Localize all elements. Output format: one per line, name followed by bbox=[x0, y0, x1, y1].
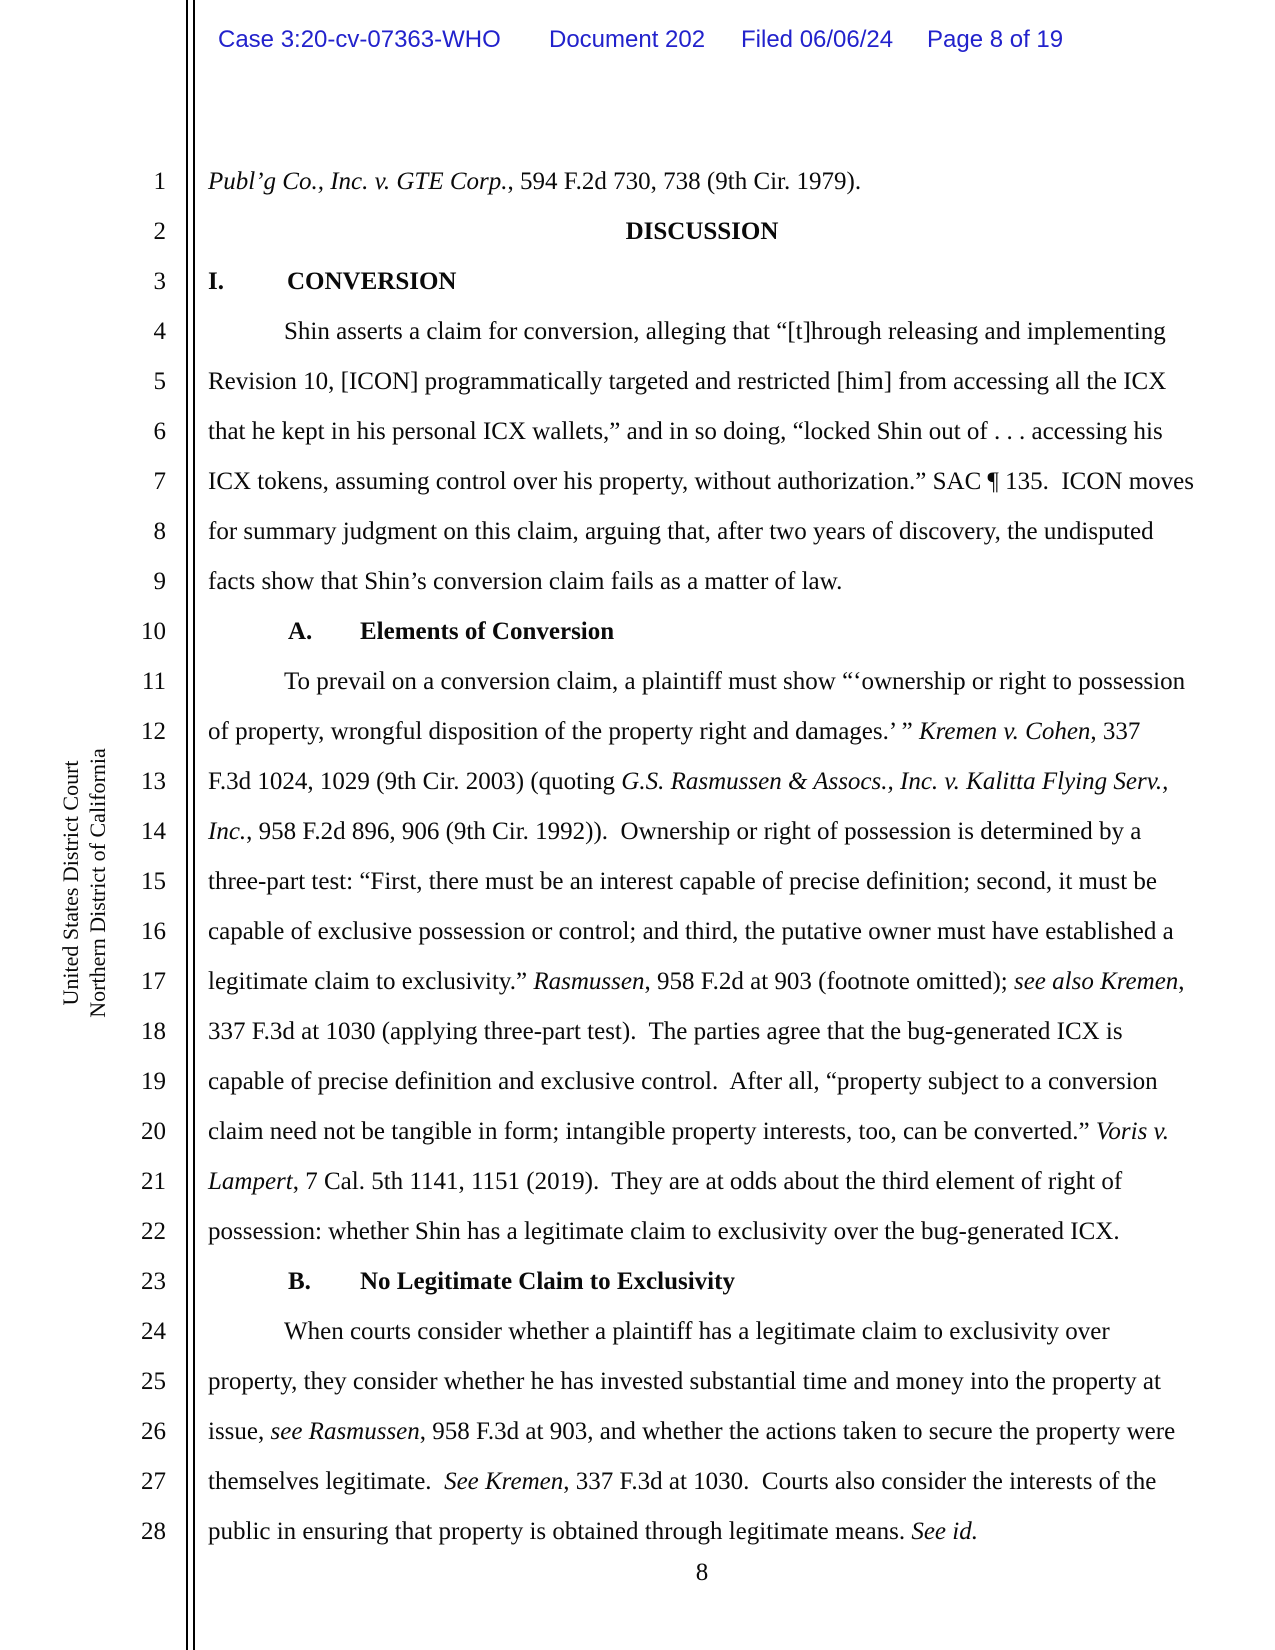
text-segment: public in ensuring that property is obtained through legitimate means. bbox=[208, 1518, 912, 1545]
header-document-number: Document 202 bbox=[549, 26, 706, 53]
text-segment: , 7 Cal. 5th 1141, 1151 (2019). They are at odds about the third element of right of bbox=[292, 1168, 1123, 1195]
body-line-16 bbox=[208, 915, 1196, 949]
heading-title: Elements of Conversion bbox=[360, 618, 615, 645]
body-line-21 bbox=[208, 1165, 1196, 1199]
line-number: 5 bbox=[153, 368, 166, 395]
line-number: 28 bbox=[141, 1518, 166, 1545]
line-number: 2 bbox=[153, 218, 166, 245]
text-segment: , bbox=[1178, 968, 1185, 995]
text-segment: , 958 F.3d at 903, and whether the actions taken to secure the property were bbox=[419, 1418, 1176, 1445]
body-line-27 bbox=[208, 1465, 1196, 1499]
heading-title: CONVERSION bbox=[287, 268, 457, 295]
text-segment: ICX tokens, assuming control over his property, without authorization.” SAC ¶ 135. ICON moves bbox=[208, 468, 1194, 495]
line-number: 1 bbox=[153, 168, 166, 195]
line-number: 4 bbox=[153, 318, 166, 345]
body-line-14 bbox=[208, 815, 1196, 849]
line-number: 17 bbox=[141, 968, 166, 995]
body-line-26 bbox=[208, 1415, 1196, 1449]
text-segment: three-part test: “First, there must be an interest capable of precise definition; second, it must be bbox=[208, 868, 1157, 895]
document-body bbox=[208, 0, 1196, 1650]
court-name-line2: Northern District of California bbox=[85, 748, 110, 1018]
text-segment: facts show that Shin’s conversion claim fails as a matter of law. bbox=[208, 568, 843, 595]
header-page-count: Page 8 of 19 bbox=[927, 26, 1064, 53]
line-number: 26 bbox=[141, 1418, 166, 1445]
line-number: 10 bbox=[141, 618, 166, 645]
heading-label: I. bbox=[208, 268, 224, 295]
body-line-7 bbox=[208, 465, 1196, 499]
text-segment: Lampert bbox=[208, 1168, 293, 1195]
text-segment: DISCUSSION bbox=[625, 218, 779, 245]
text-segment: that he kept in his personal ICX wallets,” and in so doing, “locked Shin out of . . . accessing his bbox=[208, 418, 1163, 445]
text-segment: , 594 F.2d 730, 738 (9th Cir. 1979). bbox=[507, 168, 862, 195]
left-double-rule-inner bbox=[193, 0, 195, 1650]
header-filed-date: Filed 06/06/24 bbox=[741, 26, 894, 53]
text-segment: Publ’g Co., Inc. v. GTE Corp. bbox=[208, 168, 508, 195]
body-line-5 bbox=[208, 365, 1196, 399]
line-number: 7 bbox=[153, 468, 166, 495]
line-number: 8 bbox=[153, 518, 166, 545]
line-number: 23 bbox=[141, 1268, 166, 1295]
court-name-line1: United States District Court bbox=[58, 760, 83, 1006]
line-number-gutter bbox=[96, 0, 166, 1650]
line-number: 18 bbox=[141, 1018, 166, 1045]
body-line-20 bbox=[208, 1115, 1196, 1149]
body-line-6 bbox=[208, 415, 1196, 449]
line-number: 16 bbox=[141, 918, 166, 945]
text-segment: Rasmussen bbox=[533, 968, 645, 995]
body-line-22 bbox=[208, 1215, 1196, 1249]
text-segment: , 337 bbox=[1090, 718, 1141, 745]
text-segment: capable of precise definition and exclusive control. After all, “property subject to a conversion bbox=[208, 1068, 1158, 1095]
body-line-28 bbox=[208, 1515, 1196, 1549]
left-double-rule-outer bbox=[186, 0, 188, 1650]
line-number: 25 bbox=[141, 1368, 166, 1395]
text-segment: see Rasmussen bbox=[270, 1418, 420, 1445]
text-segment: F.3d 1024, 1029 (9th Cir. 2003) (quoting bbox=[208, 768, 622, 795]
heading-label: B. bbox=[288, 1268, 311, 1295]
text-segment: legitimate claim to exclusivity.” bbox=[208, 968, 534, 995]
body-line-15 bbox=[208, 865, 1196, 899]
text-segment: , 337 F.3d at 1030. Courts also consider the interests of the bbox=[563, 1468, 1157, 1495]
body-line-1 bbox=[208, 165, 1196, 199]
text-segment: See Kremen bbox=[444, 1468, 564, 1495]
text-segment: for summary judgment on this claim, arguing that, after two years of discovery, the undisputed bbox=[208, 518, 1154, 545]
text-segment: themselves legitimate. bbox=[208, 1468, 445, 1495]
text-segment: see also Kremen bbox=[1013, 968, 1179, 995]
page-number: 8 bbox=[695, 1559, 709, 1586]
text-segment: capable of exclusive possession or control; and third, the putative owner must have established a bbox=[208, 918, 1174, 945]
text-segment: Revision 10, [ICON] programmatically targeted and restricted [him] from accessing all the ICX bbox=[208, 368, 1167, 395]
text-segment: , 958 F.2d at 903 (footnote omitted); bbox=[644, 968, 1014, 995]
body-line-12 bbox=[208, 715, 1196, 749]
text-segment: Shin asserts a claim for conversion, alleging that “[t]hrough releasing and implementing bbox=[284, 318, 1166, 345]
text-segment: When courts consider whether a plaintiff has a legitimate claim to exclusivity over bbox=[284, 1318, 1110, 1345]
body-line-4 bbox=[208, 315, 1272, 349]
line-number: 11 bbox=[141, 668, 166, 695]
line-number: 24 bbox=[141, 1318, 166, 1345]
text-segment: possession: whether Shin has a legitimate claim to exclusivity over the bug-generated ICX. bbox=[208, 1218, 1120, 1245]
line-number: 13 bbox=[141, 768, 166, 795]
body-line-11 bbox=[208, 665, 1272, 699]
line-number: 15 bbox=[141, 868, 166, 895]
text-segment: See id. bbox=[911, 1518, 978, 1545]
body-line-19 bbox=[208, 1065, 1196, 1099]
body-line-13 bbox=[208, 765, 1196, 799]
line-number: 9 bbox=[153, 568, 166, 595]
body-line-2 bbox=[208, 215, 1196, 249]
body-line-24 bbox=[208, 1315, 1272, 1349]
body-line-18 bbox=[208, 1015, 1196, 1049]
body-line-17 bbox=[208, 965, 1196, 999]
text-segment: issue, bbox=[208, 1418, 271, 1445]
text-segment: G.S. Rasmussen & Assocs., Inc. v. Kalitta Flying Serv., bbox=[621, 768, 1169, 795]
line-number: 20 bbox=[141, 1118, 166, 1145]
text-segment: Kremen v. Cohen bbox=[918, 718, 1091, 745]
text-segment: claim need not be tangible in form; intangible property interests, too, can be converted.” bbox=[208, 1118, 1096, 1145]
line-number: 6 bbox=[153, 418, 166, 445]
line-number: 14 bbox=[141, 818, 166, 845]
line-number: 12 bbox=[141, 718, 166, 745]
body-line-8 bbox=[208, 515, 1196, 549]
line-number: 22 bbox=[141, 1218, 166, 1245]
text-segment: Inc. bbox=[208, 818, 247, 845]
text-segment: Voris v. bbox=[1095, 1118, 1170, 1145]
text-segment: 337 F.3d at 1030 (applying three-part test). The parties agree that the bug-generated ICX is bbox=[208, 1018, 1123, 1045]
header-case-number: Case 3:20-cv-07363-WHO bbox=[218, 26, 501, 53]
body-line-25 bbox=[208, 1365, 1196, 1399]
heading-label: A. bbox=[288, 618, 313, 645]
text-segment: property, they consider whether he has invested substantial time and money into the property at bbox=[208, 1368, 1161, 1395]
line-number: 21 bbox=[141, 1168, 166, 1195]
body-line-9 bbox=[208, 565, 1196, 599]
line-number: 19 bbox=[141, 1068, 166, 1095]
text-segment: of property, wrongful disposition of the property right and damages.’ ” bbox=[208, 718, 919, 745]
text-segment: To prevail on a conversion claim, a plaintiff must show “‘ownership or right to possession bbox=[284, 668, 1186, 695]
heading-title: No Legitimate Claim to Exclusivity bbox=[360, 1268, 735, 1295]
text-segment: , 958 F.2d 896, 906 (9th Cir. 1992)). Ownership or right of possession is determined by a bbox=[246, 818, 1142, 845]
line-number: 3 bbox=[153, 268, 166, 295]
line-number: 27 bbox=[141, 1468, 166, 1495]
